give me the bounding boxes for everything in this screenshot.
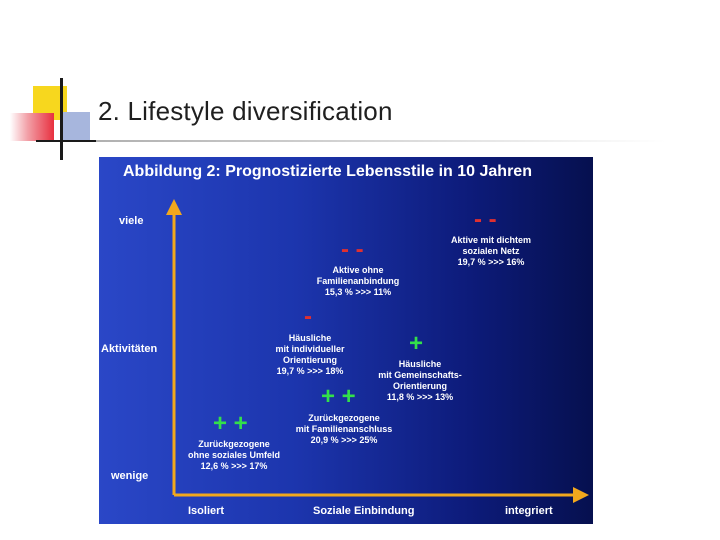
item-line: mit Familienanschluss	[295, 424, 393, 434]
lifestyle-item	[302, 265, 414, 298]
slide-title: 2. Lifestyle diversification	[98, 96, 393, 126]
item-share: 11,8 % >>> 13%	[386, 392, 454, 402]
lifestyle-item	[434, 235, 548, 268]
lifestyle-item	[259, 333, 361, 377]
item-share: 19,7 % >>> 16%	[457, 257, 525, 267]
plus-plus-marker: + +	[321, 383, 356, 410]
decor-red-bar	[10, 113, 54, 141]
figure-title: Abbildung 2: Prognostizierte Lebensstile in 10 Jahren	[123, 163, 532, 180]
title-underline	[96, 140, 666, 142]
item-line: Aktive ohne	[332, 265, 384, 275]
lifestyle-figure	[99, 157, 593, 524]
plus-marker: +	[409, 330, 424, 357]
item-share: 15,3 % >>> 11%	[324, 287, 392, 297]
lifestyle-item	[176, 439, 292, 472]
plus-plus-marker: + +	[213, 410, 248, 437]
y-label-middle: Aktivitäten	[101, 343, 158, 355]
item-line: Orientierung	[282, 355, 337, 365]
minus-marker: -	[304, 303, 312, 330]
item-line: Aktive mit dichtem	[450, 235, 532, 245]
item-share: 12,6 % >>> 17%	[200, 461, 268, 471]
lifestyle-item	[365, 359, 475, 403]
minus-minus-marker: - -	[474, 206, 497, 233]
decor-blue-square	[60, 112, 90, 142]
lifestyle-item	[279, 413, 409, 446]
item-share: 19,7 % >>> 18%	[276, 366, 344, 376]
item-line: Zurückgezogene	[308, 413, 380, 423]
item-line: Häusliche	[288, 333, 332, 343]
x-label-middle: Soziale Einbindung	[313, 505, 415, 517]
x-axis-arrowhead	[573, 487, 589, 503]
decor-vertical-line	[60, 78, 63, 160]
minus-minus-marker: - -	[341, 236, 364, 263]
x-label-left: Isoliert	[188, 505, 225, 517]
y-axis-arrowhead	[166, 199, 182, 215]
decor-horizontal-line	[36, 140, 96, 142]
item-line: ohne soziales Umfeld	[187, 450, 281, 460]
item-line: mit Gemeinschafts-	[378, 370, 462, 380]
item-line: mit individueller	[275, 344, 345, 354]
x-label-right: integriert	[505, 505, 553, 517]
item-line: Orientierung	[392, 381, 447, 391]
item-line: Familienanbindung	[316, 276, 400, 286]
y-label-top: viele	[119, 215, 144, 227]
item-line: sozialen Netz	[462, 246, 520, 256]
item-share: 20,9 % >>> 25%	[310, 435, 378, 445]
y-label-bottom: wenige	[111, 470, 149, 482]
item-line: Zurückgezogene	[198, 439, 270, 449]
item-line: Häusliche	[398, 359, 442, 369]
